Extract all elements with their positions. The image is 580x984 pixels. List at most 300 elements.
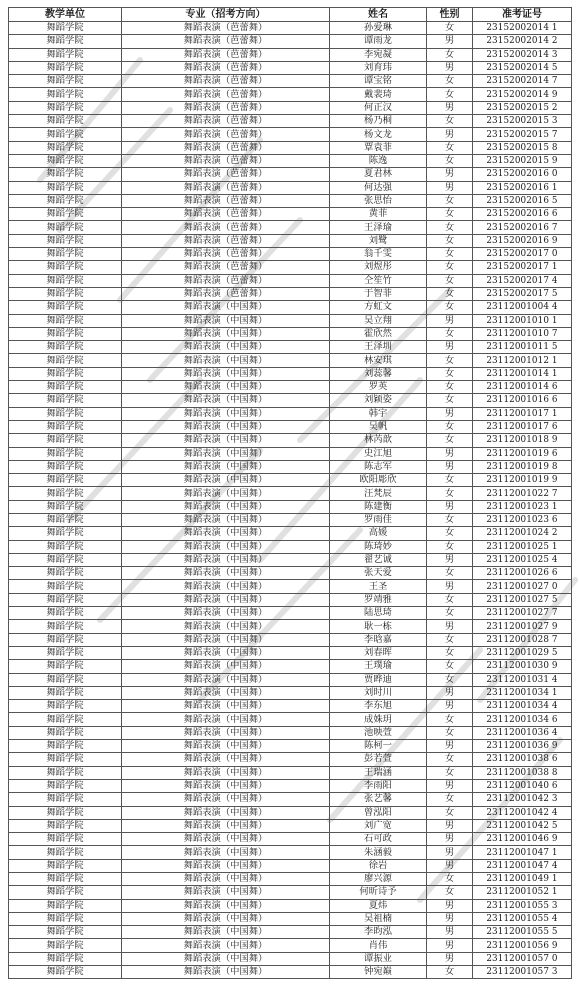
cell-major: 舞蹈表演（中国舞）	[122, 633, 330, 646]
table-row	[9, 327, 572, 340]
cell-major: 舞蹈表演（芭蕾舞）	[122, 194, 330, 207]
cell-name: 翟艺诚	[330, 553, 427, 566]
cell-unit: 舞蹈学院	[9, 540, 122, 553]
cell-name: 于智菲	[330, 287, 427, 300]
cell-unit: 舞蹈学院	[9, 274, 122, 287]
table-row	[9, 181, 572, 194]
table-header	[9, 8, 572, 22]
table-row	[9, 115, 572, 128]
cell-unit: 舞蹈学院	[9, 580, 122, 593]
cell-unit: 舞蹈学院	[9, 966, 122, 979]
cell-exam-id: 23112001027 0	[473, 580, 572, 593]
cell-name: 吴帆	[330, 420, 427, 433]
cell-unit: 舞蹈学院	[9, 420, 122, 433]
cell-exam-id: 23152002014 3	[473, 48, 572, 61]
cell-exam-id: 23112001019 8	[473, 460, 572, 473]
cell-name: 陈建衡	[330, 500, 427, 513]
table-row	[9, 753, 572, 766]
table-row	[9, 966, 572, 979]
cell-unit: 舞蹈学院	[9, 128, 122, 141]
cell-name: 王圣	[330, 580, 427, 593]
cell-exam-id: 23152002016 5	[473, 194, 572, 207]
cell-exam-id: 23152002014 2	[473, 35, 572, 48]
cell-name: 谭宝铭	[330, 75, 427, 88]
cell-name: 王璞瑜	[330, 660, 427, 673]
cell-exam-id: 23112001027 7	[473, 607, 572, 620]
table-row	[9, 527, 572, 540]
cell-gender: 女	[427, 367, 473, 380]
cell-gender: 男	[427, 460, 473, 473]
cell-major: 舞蹈表演（中国舞）	[122, 513, 330, 526]
cell-major: 舞蹈表演（中国舞）	[122, 394, 330, 407]
cell-exam-id: 23112001010 1	[473, 314, 572, 327]
cell-unit: 舞蹈学院	[9, 553, 122, 566]
cell-exam-id: 23152002014 7	[473, 75, 572, 88]
cell-gender: 女	[427, 75, 473, 88]
cell-major: 舞蹈表演（中国舞）	[122, 726, 330, 739]
cell-exam-id: 23152002015 2	[473, 101, 572, 114]
table-row	[9, 500, 572, 513]
cell-gender: 男	[427, 686, 473, 699]
cell-gender: 男	[427, 181, 473, 194]
cell-name: 徐岩	[330, 859, 427, 872]
cell-gender: 女	[427, 115, 473, 128]
cell-gender: 女	[427, 208, 473, 221]
admission-list-table	[8, 7, 572, 979]
table-row	[9, 128, 572, 141]
cell-major: 舞蹈表演（芭蕾舞）	[122, 287, 330, 300]
cell-unit: 舞蹈学院	[9, 141, 122, 154]
table-row	[9, 394, 572, 407]
cell-unit: 舞蹈学院	[9, 354, 122, 367]
cell-major: 舞蹈表演（中国舞）	[122, 819, 330, 832]
cell-major: 舞蹈表演（中国舞）	[122, 673, 330, 686]
cell-exam-id: 23112001027 5	[473, 593, 572, 606]
cell-name: 彭若萱	[330, 753, 427, 766]
table-row	[9, 580, 572, 593]
cell-exam-id: 23152002015 7	[473, 128, 572, 141]
cell-unit: 舞蹈学院	[9, 673, 122, 686]
cell-name: 刘育玮	[330, 61, 427, 74]
cell-unit: 舞蹈学院	[9, 301, 122, 314]
cell-unit: 舞蹈学院	[9, 753, 122, 766]
cell-gender: 男	[427, 101, 473, 114]
cell-exam-id: 23112001047 1	[473, 846, 572, 859]
cell-gender: 女	[427, 434, 473, 447]
cell-unit: 舞蹈学院	[9, 513, 122, 526]
cell-major: 舞蹈表演（中国舞）	[122, 314, 330, 327]
cell-name: 肖伟	[330, 939, 427, 952]
cell-exam-id: 23112001057 3	[473, 966, 572, 979]
cell-gender: 女	[427, 713, 473, 726]
cell-gender: 男	[427, 779, 473, 792]
cell-name: 陆思琦	[330, 607, 427, 620]
cell-gender: 男	[427, 500, 473, 513]
cell-name: 张艺馨	[330, 793, 427, 806]
cell-name: 翁千雯	[330, 248, 427, 261]
cell-name: 夏炜	[330, 899, 427, 912]
cell-name: 刘蕊馨	[330, 367, 427, 380]
cell-major: 舞蹈表演（中国舞）	[122, 806, 330, 819]
cell-gender: 女	[427, 474, 473, 487]
cell-unit: 舞蹈学院	[9, 314, 122, 327]
cell-exam-id: 23152002016 7	[473, 221, 572, 234]
cell-exam-id: 23112001019 9	[473, 474, 572, 487]
cell-gender: 女	[427, 234, 473, 247]
table-row	[9, 779, 572, 792]
cell-gender: 女	[427, 354, 473, 367]
table-row	[9, 513, 572, 526]
cell-name: 史江旭	[330, 447, 427, 460]
table-row	[9, 234, 572, 247]
cell-major: 舞蹈表演（中国舞）	[122, 301, 330, 314]
table-row	[9, 407, 572, 420]
cell-major: 舞蹈表演（中国舞）	[122, 327, 330, 340]
cell-major: 舞蹈表演（中国舞）	[122, 899, 330, 912]
cell-name: 夏君林	[330, 168, 427, 181]
cell-name: 覃袁菲	[330, 141, 427, 154]
cell-name: 池映萱	[330, 726, 427, 739]
cell-name: 何昕诗予	[330, 886, 427, 899]
cell-exam-id: 23112001031 4	[473, 673, 572, 686]
cell-unit: 舞蹈学院	[9, 35, 122, 48]
cell-gender: 女	[427, 527, 473, 540]
cell-exam-id: 23112001030 9	[473, 660, 572, 673]
cell-exam-id: 23112001010 7	[473, 327, 572, 340]
cell-name: 杨乃桐	[330, 115, 427, 128]
cell-name: 李昀泓	[330, 926, 427, 939]
cell-unit: 舞蹈学院	[9, 474, 122, 487]
cell-major: 舞蹈表演（中国舞）	[122, 886, 330, 899]
cell-major: 舞蹈表演（中国舞）	[122, 447, 330, 460]
cell-name: 罗英	[330, 381, 427, 394]
cell-exam-id: 23112001029 5	[473, 646, 572, 659]
cell-exam-id: 23112001046 9	[473, 833, 572, 846]
cell-unit: 舞蹈学院	[9, 168, 122, 181]
cell-major: 舞蹈表演（中国舞）	[122, 686, 330, 699]
cell-gender: 女	[427, 966, 473, 979]
cell-major: 舞蹈表演（中国舞）	[122, 646, 330, 659]
cell-major: 舞蹈表演（芭蕾舞）	[122, 22, 330, 35]
cell-name: 吴立翔	[330, 314, 427, 327]
cell-major: 舞蹈表演（芭蕾舞）	[122, 35, 330, 48]
cell-unit: 舞蹈学院	[9, 939, 122, 952]
table-row	[9, 939, 572, 952]
cell-unit: 舞蹈学院	[9, 646, 122, 659]
cell-gender: 男	[427, 952, 473, 965]
cell-unit: 舞蹈学院	[9, 726, 122, 739]
cell-major: 舞蹈表演（中国舞）	[122, 873, 330, 886]
table-row	[9, 487, 572, 500]
cell-unit: 舞蹈学院	[9, 208, 122, 221]
cell-exam-id: 23112001036 4	[473, 726, 572, 739]
cell-name: 王泽瑜	[330, 221, 427, 234]
cell-name: 李东旭	[330, 700, 427, 713]
cell-major: 舞蹈表演（中国舞）	[122, 620, 330, 633]
cell-name: 黄菲	[330, 208, 427, 221]
cell-unit: 舞蹈学院	[9, 859, 122, 872]
cell-name: 石可政	[330, 833, 427, 846]
cell-unit: 舞蹈学院	[9, 633, 122, 646]
table-row	[9, 248, 572, 261]
cell-exam-id: 23112001014 1	[473, 367, 572, 380]
cell-unit: 舞蹈学院	[9, 660, 122, 673]
cell-gender: 女	[427, 88, 473, 101]
cell-exam-id: 23112001036 9	[473, 740, 572, 753]
cell-name: 王泽圳	[330, 341, 427, 354]
cell-exam-id: 23112001012 1	[473, 354, 572, 367]
table-row	[9, 886, 572, 899]
table-row	[9, 567, 572, 580]
cell-exam-id: 23152002015 8	[473, 141, 572, 154]
cell-gender: 女	[427, 22, 473, 35]
cell-exam-id: 23152002015 3	[473, 115, 572, 128]
cell-gender: 女	[427, 420, 473, 433]
cell-exam-id: 23112001055 4	[473, 912, 572, 925]
cell-gender: 男	[427, 447, 473, 460]
cell-major: 舞蹈表演（中国舞）	[122, 607, 330, 620]
cell-gender: 女	[427, 194, 473, 207]
table-row	[9, 474, 572, 487]
cell-gender: 女	[427, 593, 473, 606]
table-row	[9, 194, 572, 207]
cell-unit: 舞蹈学院	[9, 248, 122, 261]
cell-name: 罗雨佳	[330, 513, 427, 526]
header-name: 姓名	[330, 8, 427, 22]
cell-unit: 舞蹈学院	[9, 234, 122, 247]
cell-unit: 舞蹈学院	[9, 912, 122, 925]
cell-gender: 女	[427, 261, 473, 274]
cell-major: 舞蹈表演（中国舞）	[122, 700, 330, 713]
table-row	[9, 633, 572, 646]
cell-name: 刘鹭	[330, 234, 427, 247]
cell-major: 舞蹈表演（中国舞）	[122, 793, 330, 806]
cell-unit: 舞蹈学院	[9, 620, 122, 633]
cell-major: 舞蹈表演（中国舞）	[122, 553, 330, 566]
table-row	[9, 593, 572, 606]
cell-gender: 女	[427, 673, 473, 686]
cell-exam-id: 23112001025 4	[473, 553, 572, 566]
cell-name: 陈琦妙	[330, 540, 427, 553]
cell-major: 舞蹈表演（中国舞）	[122, 500, 330, 513]
cell-gender: 男	[427, 553, 473, 566]
cell-name: 高媛	[330, 527, 427, 540]
cell-unit: 舞蹈学院	[9, 287, 122, 300]
cell-unit: 舞蹈学院	[9, 593, 122, 606]
cell-name: 谭振业	[330, 952, 427, 965]
cell-gender: 男	[427, 846, 473, 859]
cell-gender: 女	[427, 141, 473, 154]
cell-major: 舞蹈表演（芭蕾舞）	[122, 274, 330, 287]
cell-name: 刘广宽	[330, 819, 427, 832]
cell-name: 戴裴琦	[330, 88, 427, 101]
cell-gender: 男	[427, 700, 473, 713]
table-row	[9, 846, 572, 859]
cell-name: 张天爱	[330, 567, 427, 580]
table-row	[9, 367, 572, 380]
cell-name: 林安琪	[330, 354, 427, 367]
cell-unit: 舞蹈学院	[9, 793, 122, 806]
cell-name: 陈柯一	[330, 740, 427, 753]
cell-unit: 舞蹈学院	[9, 381, 122, 394]
cell-exam-id: 23112001047 4	[473, 859, 572, 872]
table-row	[9, 447, 572, 460]
cell-name: 耿一栋	[330, 620, 427, 633]
cell-exam-id: 23152002017 1	[473, 261, 572, 274]
cell-name: 韩宇	[330, 407, 427, 420]
cell-exam-id: 23112001011 5	[473, 341, 572, 354]
table-row	[9, 740, 572, 753]
cell-major: 舞蹈表演（芭蕾舞）	[122, 181, 330, 194]
cell-major: 舞蹈表演（中国舞）	[122, 341, 330, 354]
table-row	[9, 952, 572, 965]
cell-exam-id: 23112001049 1	[473, 873, 572, 886]
cell-major: 舞蹈表演（中国舞）	[122, 926, 330, 939]
cell-major: 舞蹈表演（中国舞）	[122, 580, 330, 593]
cell-name: 杨文龙	[330, 128, 427, 141]
cell-major: 舞蹈表演（芭蕾舞）	[122, 221, 330, 234]
cell-gender: 男	[427, 912, 473, 925]
cell-unit: 舞蹈学院	[9, 806, 122, 819]
cell-unit: 舞蹈学院	[9, 500, 122, 513]
cell-gender: 男	[427, 859, 473, 872]
cell-major: 舞蹈表演（芭蕾舞）	[122, 75, 330, 88]
cell-exam-id: 23112001018 9	[473, 434, 572, 447]
cell-major: 舞蹈表演（中国舞）	[122, 912, 330, 925]
cell-major: 舞蹈表演（中国舞）	[122, 966, 330, 979]
table-row	[9, 434, 572, 447]
cell-gender: 男	[427, 407, 473, 420]
cell-major: 舞蹈表演（芭蕾舞）	[122, 261, 330, 274]
cell-name: 何正汉	[330, 101, 427, 114]
header-major: 专业（招考方向）	[122, 8, 330, 22]
cell-unit: 舞蹈学院	[9, 567, 122, 580]
cell-exam-id: 23112001014 6	[473, 381, 572, 394]
cell-major: 舞蹈表演（中国舞）	[122, 460, 330, 473]
header-exam-id: 准考证号	[473, 8, 572, 22]
cell-gender: 男	[427, 128, 473, 141]
cell-gender: 男	[427, 168, 473, 181]
cell-unit: 舞蹈学院	[9, 88, 122, 101]
table-row	[9, 553, 572, 566]
cell-exam-id: 23112001025 1	[473, 540, 572, 553]
cell-name: 陈逸	[330, 154, 427, 167]
table-row	[9, 713, 572, 726]
cell-major: 舞蹈表演（中国舞）	[122, 660, 330, 673]
cell-gender: 女	[427, 287, 473, 300]
cell-unit: 舞蹈学院	[9, 779, 122, 792]
cell-name: 林芮歆	[330, 434, 427, 447]
cell-name: 仝笙竹	[330, 274, 427, 287]
cell-unit: 舞蹈学院	[9, 194, 122, 207]
cell-exam-id: 23152002015 9	[473, 154, 572, 167]
cell-unit: 舞蹈学院	[9, 75, 122, 88]
cell-gender: 女	[427, 766, 473, 779]
cell-major: 舞蹈表演（芭蕾舞）	[122, 101, 330, 114]
cell-gender: 女	[427, 48, 473, 61]
table-row	[9, 381, 572, 394]
table-row	[9, 899, 572, 912]
cell-gender: 男	[427, 740, 473, 753]
cell-name: 钟宛巅	[330, 966, 427, 979]
table-row	[9, 168, 572, 181]
cell-major: 舞蹈表演（芭蕾舞）	[122, 248, 330, 261]
cell-exam-id: 23152002014 5	[473, 61, 572, 74]
cell-unit: 舞蹈学院	[9, 61, 122, 74]
header-row	[9, 8, 572, 22]
cell-name: 贾晔迪	[330, 673, 427, 686]
cell-gender: 男	[427, 899, 473, 912]
admission-list-table-wrapper	[8, 7, 571, 979]
cell-gender: 女	[427, 487, 473, 500]
cell-unit: 舞蹈学院	[9, 713, 122, 726]
cell-exam-id: 23152002016 9	[473, 234, 572, 247]
cell-unit: 舞蹈学院	[9, 766, 122, 779]
cell-name: 曾泓阳	[330, 806, 427, 819]
cell-major: 舞蹈表演（中国舞）	[122, 766, 330, 779]
cell-gender: 女	[427, 248, 473, 261]
cell-exam-id: 23112001034 6	[473, 713, 572, 726]
table-row	[9, 607, 572, 620]
cell-unit: 舞蹈学院	[9, 487, 122, 500]
cell-major: 舞蹈表演（中国舞）	[122, 567, 330, 580]
cell-gender: 女	[427, 633, 473, 646]
table-row	[9, 354, 572, 367]
cell-major: 舞蹈表演（中国舞）	[122, 939, 330, 952]
cell-gender: 女	[427, 726, 473, 739]
cell-gender: 女	[427, 327, 473, 340]
cell-exam-id: 23152002017 5	[473, 287, 572, 300]
cell-unit: 舞蹈学院	[9, 407, 122, 420]
table-row	[9, 274, 572, 287]
cell-exam-id: 23152002014 1	[473, 22, 572, 35]
cell-exam-id: 23112001042 4	[473, 806, 572, 819]
cell-unit: 舞蹈学院	[9, 181, 122, 194]
cell-unit: 舞蹈学院	[9, 341, 122, 354]
cell-unit: 舞蹈学院	[9, 686, 122, 699]
cell-exam-id: 23112001016 6	[473, 394, 572, 407]
cell-major: 舞蹈表演（中国舞）	[122, 381, 330, 394]
table-row	[9, 926, 572, 939]
cell-unit: 舞蹈学院	[9, 740, 122, 753]
cell-unit: 舞蹈学院	[9, 926, 122, 939]
cell-unit: 舞蹈学院	[9, 846, 122, 859]
cell-gender: 女	[427, 646, 473, 659]
cell-unit: 舞蹈学院	[9, 447, 122, 460]
cell-unit: 舞蹈学院	[9, 527, 122, 540]
cell-gender: 女	[427, 301, 473, 314]
table-row	[9, 287, 572, 300]
cell-exam-id: 23112001038 6	[473, 753, 572, 766]
table-row	[9, 806, 572, 819]
cell-major: 舞蹈表演（中国舞）	[122, 952, 330, 965]
cell-name: 朱涵毅	[330, 846, 427, 859]
cell-exam-id: 23112001028 7	[473, 633, 572, 646]
cell-unit: 舞蹈学院	[9, 819, 122, 832]
cell-exam-id: 23152002017 0	[473, 248, 572, 261]
cell-name: 孙爱琳	[330, 22, 427, 35]
cell-exam-id: 23112001027 9	[473, 620, 572, 633]
cell-gender: 女	[427, 753, 473, 766]
cell-unit: 舞蹈学院	[9, 261, 122, 274]
cell-gender: 男	[427, 580, 473, 593]
cell-gender: 女	[427, 513, 473, 526]
cell-exam-id: 23112001040 6	[473, 779, 572, 792]
cell-gender: 女	[427, 394, 473, 407]
table-row	[9, 261, 572, 274]
cell-major: 舞蹈表演（芭蕾舞）	[122, 128, 330, 141]
cell-major: 舞蹈表演（芭蕾舞）	[122, 168, 330, 181]
